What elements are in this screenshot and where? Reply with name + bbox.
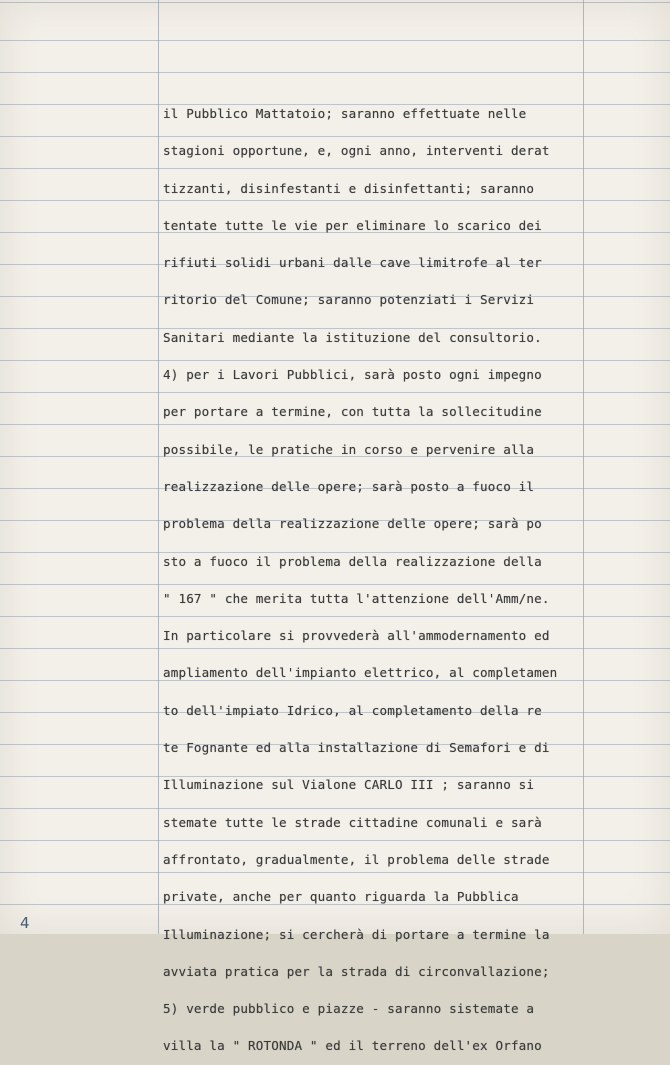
text-line: 4) per i Lavori Pubblici, sarà posto ogni impegno [163,367,542,383]
left-margin-rule [158,0,159,934]
text-line: In particolare si provvederà all'ammodernamento ed [163,628,550,644]
text-line: avviata pratica per la strada di circonvallazione; [163,963,550,979]
text-line: " 167 " che merita tutta l'attenzione dell'Amm/ne. [163,590,550,606]
text-line: ritorio del Comune; saranno potenziati i Servizi [163,292,535,308]
text-line: rifiuti solidi urbani dalle cave limitrofe al ter [163,255,542,271]
text-line: ampliamento dell'impianto elettrico, al completamen [163,665,558,681]
text-line: Illuminazione sul Vialone CARLO III ; saranno si [163,777,535,793]
page-number: 4 [20,914,30,932]
typed-text-block [163,95,593,1065]
text-line: Sanitari mediante la istituzione del consultorio. [163,329,542,345]
text-line: problema della realizzazione delle opere; sarà po [163,516,542,532]
text-line: stemate tutte le strade cittadine comunali e sarà [163,814,542,830]
text-line: per portare a termine, con tutta la sollecitudine [163,404,542,420]
text-line: stagioni opportune, e, ogni anno, interventi derat [163,143,550,159]
text-line: to dell'impiato Idrico, al completamento della re [163,702,542,718]
text-line: tentate tutte le vie per eliminare lo scarico dei [163,217,542,233]
text-line: tizzanti, disinfestanti e disinfettanti; saranno [163,180,535,196]
text-line: affrontato, gradualmente, il problema delle strade [163,851,550,867]
text-line: Illuminazione; si cercherà di portare a termine la [163,926,550,942]
text-line: private, anche per quanto riguarda la Pubblica [163,889,519,905]
text-line: te Fognante ed alla installazione di Semafori e di [163,740,550,756]
text-line: villa la " ROTONDA " ed il terreno dell'ex Orfano [163,1038,542,1054]
text-line: sto a fuoco il problema della realizzazione della [163,553,542,569]
text-line: possibile, le pratiche in corso e pervenire alla [163,441,535,457]
text-line: realizzazione delle opere; sarà posto a fuoco il [163,478,535,494]
text-line: il Pubblico Mattatoio; saranno effettuate nelle [163,106,527,121]
text-line: 5) verde pubblico e piazze - saranno sistemate a [163,1001,535,1017]
